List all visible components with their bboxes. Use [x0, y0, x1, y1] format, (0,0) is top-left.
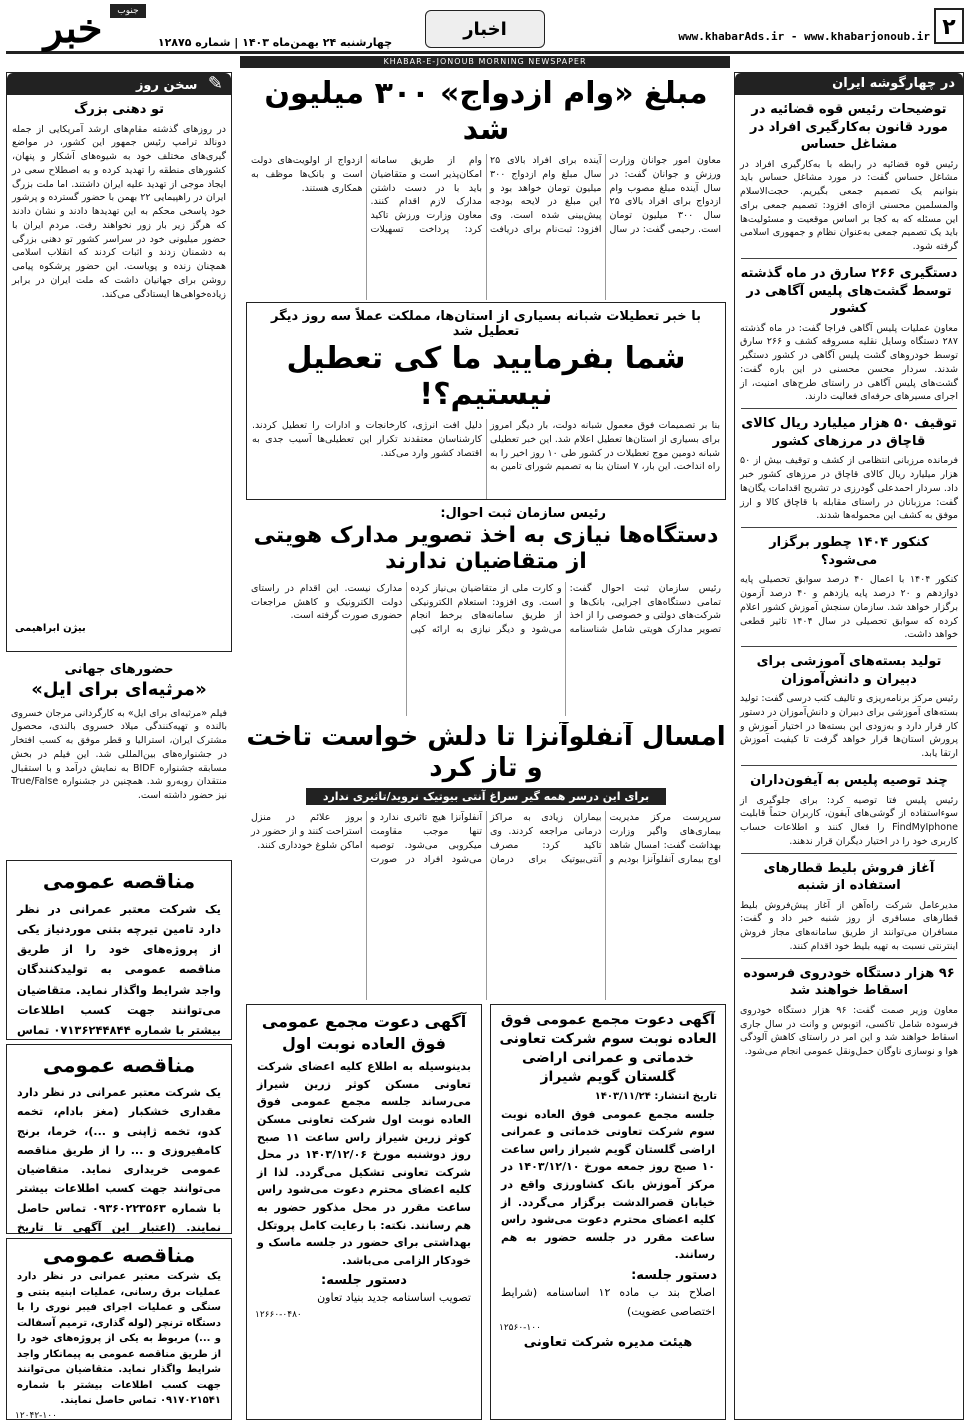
- tender-body: یک شرکت معتبر عمرانی در نظر دارد عملیات برق رسانی، عملیات ابنیه بتنی و سنگی و عملیات اجرای فیبر نوری را با دستگاه ترنچر (لوله گذاری، ترمیم آسفالت و ...) مربوط به یکی از پروژه‌های خود را از طریق مناقصه عمومی به پیمانکار واجد شرایط واگذار نماید. متقاضیان می‌توانند جهت کسب اطلاعات بیشتر با شماره ۰۹۱۷۰۲۱۵۴۱ تماس حاصل نمایند.: [17, 1271, 221, 1406]
- section-name: اخبار: [425, 10, 545, 48]
- article-title: کنکور ۱۴۰۴ چطور برگزار می‌شود؟: [769, 535, 929, 568]
- film-body: فیلم «مرثیه‌ای برای ایل» به کارگردانی مرجان خسروی بالنده و تهیه‌کنندگی میلاد خسروی بالندی، محصول مشترک ایران، استرالیا و قطر موفق به کسب افتخار در جشنواره‌های بین‌المللی شد. این فیلم در بخش مسابقه جشنواره BIDF به نمایش درآمد و با استقبال منتقدان روبه‌رو شد. همچنین در جشنواره True/False نیز حضور داشته است.: [11, 707, 227, 802]
- holiday-story: [246, 302, 726, 500]
- divider: [741, 408, 957, 409]
- tender-body: یک شرکت معتبر عمرانی در نظر دارد تامین تیرچه بتنی موردنیاز یکی از پروژه‌های خود را از طریق مناقصه عمومی به تولیدکنندگان واجد شرایط واگذار نماید. متقاضیان می‌توانند جهت کسب اطلاعات بیشتر با شماره ۰۷۱۳۶۲۴۴۸۴۴ تماس: [17, 902, 221, 1037]
- notice-body: بدینوسیله به اطلاع کلیه اعضای شرکت تعاونی مسکن کوثر زرین شیراز می‌رساند جلسه مجمع عمومی فوق العاده نوبت اول شرکت تعاونی مسکن کوثر زرین شیراز راس ساعت ۱۱ صبح روز دوشنبه مورخ ۱۴۰۳/۱۲/۰۶ در محل شرکت تعاونی تشکیل می‌گردد. لذا از کلیه اعضای محترم دعوت می‌شود راس ساعت مقرر در محل مذکور حضور به هم رسانند. نکته: با رعایت کامل پروتکل بهداشتی برای حضور در جلسه ماسک و خودکار الزامی می‌باشد.: [257, 1060, 471, 1267]
- website-url[interactable]: www.khabarAds.ir - www.khabarjonoub.ir: [678, 30, 930, 43]
- notice-title: آگهی دعوت مجمع عمومی فوق العاده نوبت سوم شرکت تعاونی خدماتی و عمرانی اراضی گلستان گویم شیراز: [499, 1012, 717, 1085]
- tender-title: مناقصه عمومی: [42, 869, 196, 893]
- tender-title: مناقصه عمومی: [42, 1243, 196, 1267]
- article-body: معاون عملیات پلیس آگاهی فراجا گفت: در ماه گذشته ۲۸۷ دستگاه وسایل نقلیه مسروقه کشف و ۲۶۶ سارق توسط خودروهای گشت پلیس آگاهی در کشور دستگیر شدند. سردار محسن محسنی در این باره گفت: گشت‌های پلیس آگاهی در راستای طرح‌های امنیت، از اجرای مسیرهای حرفه‌ای فعالیت دارند.: [740, 322, 958, 403]
- editorial-header-label: سخن روز: [135, 78, 198, 93]
- notice-cooperative-kowsar: [246, 1004, 482, 1420]
- divider: [741, 527, 957, 528]
- article-title: توقیف ۵۰ هزار میلیارد ریال کالای قاچاق در مرزهای کشور: [741, 416, 957, 449]
- notice-code: ۱۲۶۶۰-۰۴۸۰: [255, 1309, 302, 1320]
- notice-title: آگهی دعوت مجمع عمومی فوق العاده نوبت اول: [261, 1012, 467, 1053]
- notice-agenda: اصلاح بند ب ماده ۱۲ اساسنامه (شرایط اختصاصی عضویت): [501, 1285, 715, 1319]
- flu-story: [246, 722, 726, 1000]
- lead-story: [246, 72, 726, 300]
- registry-body: رئیس سازمان ثبت احوال گفت: تمامی دستگاه‌های اجرایی، بانک‌ها و شرکت‌های دولتی و خصوصی را از اخذ تصویر مدارک هویتی شامل شناسنامه و کارت ملی از متقاضیان بی‌نیاز کرده است. وی افزود: استعلام الکترونیکی از طریق سامانه‌های برخط انجام می‌شود و دیگر نیازی به ارائه کپی مدارک نیست. این اقدام در راستای دولت الکترونیک و کاهش مراجعات حضوری صورت گرفته است.: [251, 582, 721, 636]
- article-body: رئیس پلیس فتا توصیه کرد: برای جلوگیری از سوءاستفاده از گوشی‌های آیفون، کاربران حتماً قابلیت FindMyIphone را فعال کنند و اطلاعات حساب کاربری خود را در اختیار دیگران قرار ندهند.: [740, 794, 958, 847]
- pen-icon: ✎: [207, 73, 223, 94]
- flu-title: امسال آنفلوآنزا تا دلش خواست تاخت و تاز کرد: [246, 722, 726, 784]
- right-article-3: [735, 415, 963, 523]
- editorial-author: بیژن ابراهیمی: [15, 622, 86, 634]
- editorial-header: [7, 73, 231, 95]
- right-article-8: [735, 965, 963, 1059]
- editorial-box: [6, 72, 232, 652]
- article-body: کنکور ۱۴۰۴ با اعمال ۴۰ درصد سوابق تحصیلی پایه دوازدهم و ۲۰ درصد پایه یازدهم و ۴۰ درصد آزمون برگزار خواهد شد. سازمان سنجش آموزش کشور اعلام کرده که سوابق تحصیلی در سال ۱۴۰۴ تاثیر قطعی خواهد داشت.: [740, 574, 958, 641]
- article-body: معاون وزیر صمت گفت: ۹۶ هزار دستگاه خودروی فرسوده شامل تاکسی، اتوبوس و وانت در سال جاری اسقاط خواهند شد و این امر در راستای کاهش آلودگی هوا و نوسازی ناوگان حمل‌ونقل عمومی انجام می‌شود.: [740, 1004, 958, 1058]
- lead-body: معاون امور جوانان وزارت ورزش و جوانان گفت: در سال آینده مبلغ مصوب وام ازدواج برای افراد بالای ۲۵ سال ۳۰۰ میلیون تومان است. رحیمی گفت: در سال آینده برای افراد بالای ۲۵ سال مبلغ وام ازدواج ۳۰۰ میلیون تومان خواهد بود و این مبلغ در لایحه بودجه پیش‌بینی شده است. وی افزود: ثبت‌نام برای دریافت وام از طریق سامانه امکان‌پذیر است و متقاضیان باید با در دست داشتن مدارک لازم اقدام کنند. معاون وزارت ورزش تاکید کرد: پرداخت تسهیلات ازدواج از اولویت‌های دولت است و بانک‌ها موظف به همکاری هستند.: [251, 155, 721, 235]
- notice-cooperative-golestan: [490, 1004, 726, 1420]
- registry-story: [246, 506, 726, 716]
- tender-ad-1: [6, 860, 232, 1040]
- article-title: چند توصیه پلیس به آیفون‌داران: [750, 773, 948, 788]
- article-body: فرمانده مرزبانی انتظامی از کشف و توقیف بیش از ۵۰ هزار میلیارد ریال کالای قاچاق در مرزهای کشور خبر داد. سردار احمدعلی گودرزی در تشریح اقدامات یگان‌ها گفت: مرزبانان در راستای مقابله با قاچاق کالا و ارز موفق به کشف این محموله‌ها شدند.: [740, 455, 958, 522]
- notice-code: ۱۲۵۶۰-۱۰۰: [499, 1323, 541, 1334]
- right-article-2: [735, 265, 963, 404]
- article-title: آغاز فروش بلیط قطارهای استفاده از شنبه: [763, 860, 935, 894]
- article-title: ۹۶ هزار دستگاه خودروی فرسوده اسقاط خواهند شد: [743, 965, 955, 999]
- editorial-body: در روزهای گذشته مقام‌های ارشد آمریکایی از جمله دونالد ترامپ رئیس جمهور این کشور، در مواضع گیری‌های مختلف خود به شیوه‌های آشکار و پنهان، کشورهای منطقه را تهدید کرده و به اصطلاح سعی در ایجاد موجی از تهدید علیه ایران داشتند. اما ملت بزرگ ایران در راهپیمایی ۲۲ بهمن با حضور گسترده و پرشور خود پاسخی محکم به این تهدیدها دادند و نشان دادند که هرگز زیر بار زور نخواهند رفت. مردم ایران با حضور میلیونی خود در سراسر کشور تو دهنی بزرگی به دشمنان زدند و اثبات کردند که انقلاب اسلامی همچنان زنده و پویاست. این حضور پرشکوه پیامی روشن برای جهانیان داشت که ملت ایران در برابر زیاده‌خواهی‌ها ایستادگی می‌کند.: [12, 123, 226, 300]
- newspaper-logo-sub: جنوب: [110, 4, 146, 18]
- tender-title: مناقصه عمومی: [42, 1053, 196, 1077]
- right-article-1: [735, 101, 963, 254]
- notice-agenda-label: دستور جلسه:: [631, 1267, 717, 1283]
- film-story: [6, 656, 232, 856]
- notice-signature: هیئت مدیره شرکت تعاونی: [523, 1335, 693, 1351]
- notice-body: جلسه مجمع عمومی فوق العاده نوبت سوم شرکت تعاونی خدماتی و عمرانی اراضی گلستان گویم شیراز راس ساعت ۱۰ صبح روز جمعه مورخ ۱۴۰۳/۱۲/۱۰ در مرکز آموزش بانک کشاورزی واقع در خیابان قصرالدشت برگزار می‌گردد. از کلیه اعضای محترم دعوت می‌شود راس ساعت مقرر در جلسه حضور به هم رسانند.: [501, 1107, 715, 1262]
- page-number: ۲: [934, 8, 964, 44]
- dateline: چهارشنبه ۲۴ بهمن‌ماه ۱۴۰۳ | شماره ۱۲۸۷۵: [157, 36, 393, 49]
- registry-title: دستگاه‌ها نیازی به اخذ تصویر مدارک هویتی از متقاضیان ندارند: [253, 523, 719, 575]
- notice-agenda-label: دستور جلسه:: [321, 1273, 407, 1289]
- divider: [741, 958, 957, 959]
- right-article-4: [735, 534, 963, 642]
- tagline-strip: KHABAR-E-JONOUB MORNING NEWSPAPER: [240, 56, 730, 68]
- lead-title: مبلغ «وام ازدواج» ۳۰۰ میلیون شد: [264, 76, 708, 147]
- tender-body: یک شرکت معتبر عمرانی در نظر دارد مقداری خشکبار (مغز بادام، تخمه کدو، تخمه ژاپنی و ...)، خرما، برنج کامفیروزی و ... را از طریق مناقصه عمومی خریداری نماید. متقاضیان می‌توانند جهت کسب اطلاعات بیشتر با شماره ۰۹۳۶۰۲۲۳۵۶۳ تماس حاصل نمایند. (اعتبار این آگهی تا تاریخ: [17, 1086, 221, 1234]
- tender-ad-2: [6, 1044, 232, 1234]
- right-article-7: [735, 860, 963, 954]
- right-article-6: [735, 772, 963, 849]
- divider: [741, 258, 957, 259]
- article-title: دستگیری ۲۶۶ سارق در ماه گذشته توسط گشت‌های پلیس آگاهی در کشور: [740, 266, 958, 317]
- right-column-header: در چهارگوشه ایران: [735, 73, 963, 95]
- article-title: توضیحات رئیس قوه قضائیه در مورد قانون به‌کارگیری افراد در مشاغل حساس: [750, 102, 948, 153]
- editorial-title: تو دهنی بزرگ: [74, 102, 164, 117]
- holiday-kicker: با خبر تعطیلات شبانه بسیاری از استان‌ها، مملکت عملاً سه روز دیگر تعطیل شد: [271, 309, 701, 339]
- divider: [741, 646, 957, 647]
- article-body: مدیرعامل شرکت راه‌آهن از آغاز پیش‌فروش بلیط قطارهای مسافری از روز شنبه خبر داد و گفت: مسافران می‌توانند از طریق سامانه‌های مجاز فروش اینترنتی نسبت به تهیه بلیط خود اقدام کنند.: [740, 899, 958, 952]
- holiday-title: شما بفرمایید ما کی تعطیل نیستیم؟!: [286, 341, 686, 412]
- holiday-body: بنا بر تصمیمات فوق معمول شبانه دولت، بار دیگر امروز برای بسیاری از استان‌ها تعطیل اعلام شد. این خبر تعطیلی شبانه دومین موج تعطیلات در کشور طی ۱۰ روز اخیر را به راه انداخت. این بار، ۷ استان بنا به تصمیم شورای تامین به دلیل افت انرژی، کارخانجات و ادارات را تعطیل کردند. کارشناسان معتقدند تکرار این تعطیلی‌ها آسیب جدی به اقتصاد کشور وارد می‌کند.: [252, 420, 720, 473]
- divider: [741, 853, 957, 854]
- registry-kicker: رئیس سازمان ثبت احوال:: [440, 506, 606, 521]
- tender-code: ۱۲۰۴۲-۱۰۰: [15, 1410, 57, 1420]
- right-news-column: [734, 72, 964, 1420]
- newspaper-logo: خبر: [43, 6, 103, 52]
- film-kicker: حضورهای جهانی: [64, 662, 174, 677]
- film-title: «مرثیه‌ای برای ایل»: [31, 679, 207, 700]
- tender-ad-3: [6, 1238, 232, 1420]
- notice-date: تاریخ انتشار: ۱۴۰۳/۱۱/۲۴: [594, 1090, 717, 1102]
- divider: [741, 765, 957, 766]
- article-body: رئیس مرکز برنامه‌ریزی و تالیف کتب درسی گفت: تولید بسته‌های آموزشی برای دبیران و دانش‌آموزان در دستور کار قرار دارد و به‌زودی این بسته‌ها در اختیار آموزش و پرورش استان‌ها قرار خواهد گرفت تا کیفیت آموزش ارتقا یابد.: [740, 693, 958, 760]
- article-title: تولید بسته‌های آموزشی برای دبیران و دانش‌آموزان: [756, 654, 942, 687]
- article-body: رئیس قوه قضائیه در رابطه با به‌کارگیری افراد در مشاغل حساس گفت: در مورد مشاغل حساس باید بنوانیم یک تصمیم جمعی بگیریم. حجت‌الاسلام والمسلمین محسنی اژه‌ای افزود: تصمیم جمعی برای این مسئله که به کجا بر اساس موقعیت و مسئولیت‌ها باید یک تصمیم جمعی به‌عنوان نظام و جمهوری اسلامی گرفته شود.: [740, 158, 958, 253]
- flu-body: سرپرست مرکز مدیریت بیماری‌های واگیر وزارت بهداشت گفت: امسال شاهد اوج بیماری آنفلوآنزا بودیم و بیماران زیادی به مراکز درمانی مراجعه کردند. وی تاکید کرد: مصرف آنتی‌بیوتیک برای درمان آنفلوآنزا هیچ تاثیری ندارد و تنها موجب مقاومت میکروبی می‌شود. توصیه می‌شود افراد در صورت بروز علائم در منزل استراحت کنند و از حضور در اماکن شلوغ خودداری کنند.: [251, 812, 721, 865]
- right-article-5: [735, 653, 963, 761]
- flu-kicker: برای این درسر همه گیر سراغ آنتی بیوتیک نروید/تاثیری ندارد: [306, 788, 666, 805]
- notice-agenda: تصویب اساسنامه جدید بنیاد تعاون: [317, 1291, 471, 1305]
